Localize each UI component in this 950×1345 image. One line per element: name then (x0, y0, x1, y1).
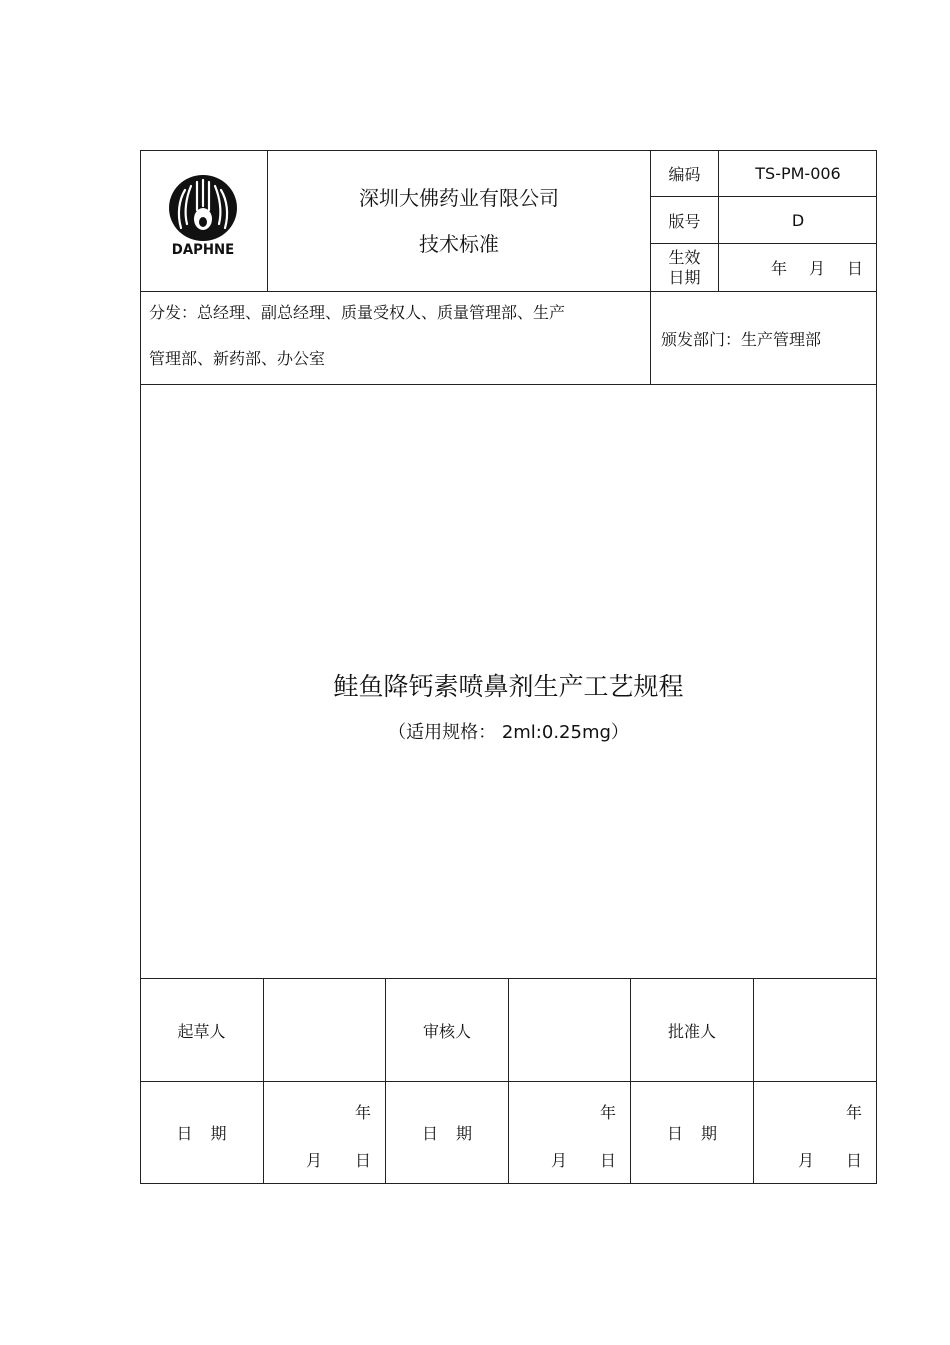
effective-day: 日 (846, 259, 863, 278)
document-sheet (140, 150, 877, 1184)
company-name: 深圳大佛药业有限公司 (359, 185, 559, 210)
document-class: 技术标准 (419, 231, 499, 256)
code-label: 编码 (668, 164, 701, 184)
date-label-char-2: 期 (701, 1124, 718, 1143)
date-year: 年 (599, 1103, 616, 1122)
date-month: 月 (306, 1151, 323, 1170)
approver-signature-field[interactable] (754, 979, 876, 1081)
company-logo (155, 170, 251, 266)
version-value: D (791, 210, 805, 230)
drafter-signature-field[interactable] (264, 979, 385, 1081)
date-day: 日 (845, 1151, 862, 1170)
reviewer-signature-field[interactable] (509, 979, 630, 1081)
approver-date-field[interactable] (754, 1082, 876, 1183)
date-month: 月 (551, 1151, 568, 1170)
distribution-line-1: 分发：总经理、副总经理、质量受权人、质量管理部、生产 (149, 303, 566, 322)
version-label: 版号 (668, 211, 701, 231)
drafter-date-field[interactable] (264, 1082, 385, 1183)
date-month: 月 (798, 1151, 815, 1170)
date-year: 年 (354, 1103, 371, 1122)
effective-label-line2: 日期 (668, 267, 701, 287)
divider-logo (267, 150, 268, 291)
date-label-char-1: 日 (421, 1124, 438, 1143)
effective-month: 月 (808, 259, 825, 278)
drafter-date-label (140, 1082, 263, 1183)
daphne-logo-icon (155, 170, 251, 242)
effective-date-label (651, 244, 718, 291)
date-year: 年 (845, 1103, 862, 1122)
date-day: 日 (599, 1151, 616, 1170)
date-label-char-1: 日 (666, 1124, 683, 1143)
document-title: 鲑鱼降钙素喷鼻剂生产工艺规程 (333, 672, 684, 701)
effective-label-line1: 生效 (668, 247, 701, 267)
approver-label: 批准人 (667, 1021, 716, 1041)
effective-year: 年 (770, 259, 787, 278)
approver-date-label (631, 1082, 753, 1183)
reviewer-label: 审核人 (422, 1021, 471, 1041)
distribution-line-2: 管理部、新药部、办公室 (149, 349, 326, 368)
code-value: TS-PM-006 (755, 163, 841, 183)
date-label-char-2: 期 (210, 1124, 227, 1143)
reviewer-date-label (386, 1082, 508, 1183)
reviewer-date-field[interactable] (509, 1082, 630, 1183)
issuing-department: 颁发部门：生产管理部 (661, 329, 822, 349)
date-day: 日 (354, 1151, 371, 1170)
effective-date-value (719, 244, 877, 291)
logo-text: DAPHNE (171, 242, 235, 258)
drafter-label: 起草人 (177, 1021, 226, 1041)
date-label-char-2: 期 (456, 1124, 473, 1143)
date-label-char-1: 日 (176, 1124, 193, 1143)
document-spec: （适用规格： 2ml:0.25mg） (388, 722, 629, 743)
divider-distribution (140, 384, 877, 385)
